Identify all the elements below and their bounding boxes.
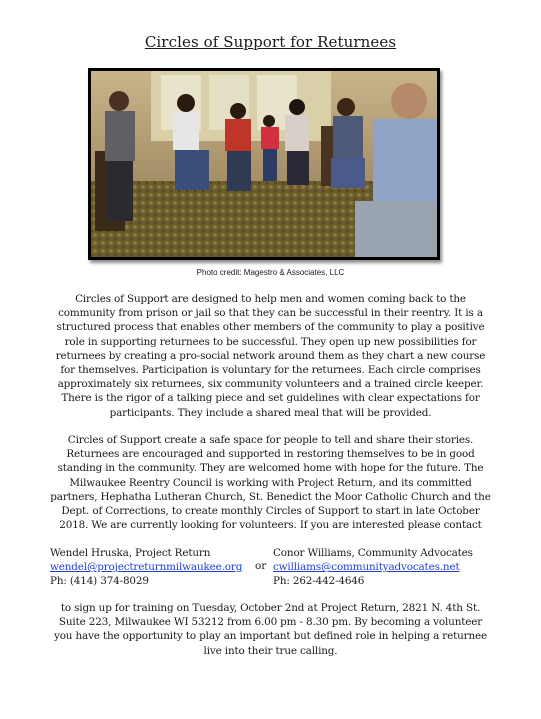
contact-block-community-advocates — [273, 546, 473, 589]
page-title: Circles of Support for Returnees — [144, 33, 397, 51]
photo-credit: Photo credit: Magestro & Associates, LLC — [196, 268, 345, 277]
contact-separator: or — [255, 560, 267, 572]
contact-phone: Ph: (414) 374-8029 — [50, 575, 149, 588]
group-circle-photo — [88, 68, 440, 260]
contact-block-project-return — [50, 546, 242, 589]
signup-paragraph: to sign up for training on Tuesday, October 2nd at Project Return, 2821 N. 4th St. Suite 223, Milwaukee WI 53212 from 6.00 pm - 8.30 pm. By becoming a volunteer you have the opportunity to play an important but defined role in helping a returnee live into their true calling. — [53, 602, 488, 657]
contact-name: Wendel Hruska, Project Return — [50, 547, 211, 559]
contact-email-link[interactable]: wendel@projectreturnmilwaukee.org — [50, 561, 243, 574]
contact-name: Conor Williams, Community Advocates — [273, 547, 473, 559]
contact-email-link[interactable]: cwilliams@communityadvocates.net — [273, 561, 460, 574]
contact-phone: Ph: 262-442-4646 — [273, 575, 365, 588]
photo-illustration — [91, 71, 437, 257]
intro-paragraph: Circles of Support are designed to help men and women coming back to the community from prison or jail so that they can be successful in their reentry. It is a structured process that enables other members of the community to play a positive role in supporting returnees to be successful. They open up new possibilities for returnees by creating a pro-social network around them as they chart a new course for themselves. Participation is voluntary for the returnees. Each circle comprises approximately six returnees, six community volunteers and a trained circle keeper. There is the rigor of a talking piece and set guidelines with clear expectations for participants. They include a shared meal that will be provided. — [55, 293, 486, 419]
details-paragraph: Circles of Support create a safe space for people to tell and share their stories. Returnees are encouraged and supported in restoring themselves to be in good standing in the community. They are welcomed home with hope for the future. The Milwaukee Reentry Council is working with Project Return, and its committed partners, Hephatha Lutheran Church, St. Benedict the Moor Catholic Church and the Dept. of Corrections, to create monthly Circles of Support to start in late October 2018. We are currently looking for volunteers. If you are interested please contact — [50, 434, 491, 532]
